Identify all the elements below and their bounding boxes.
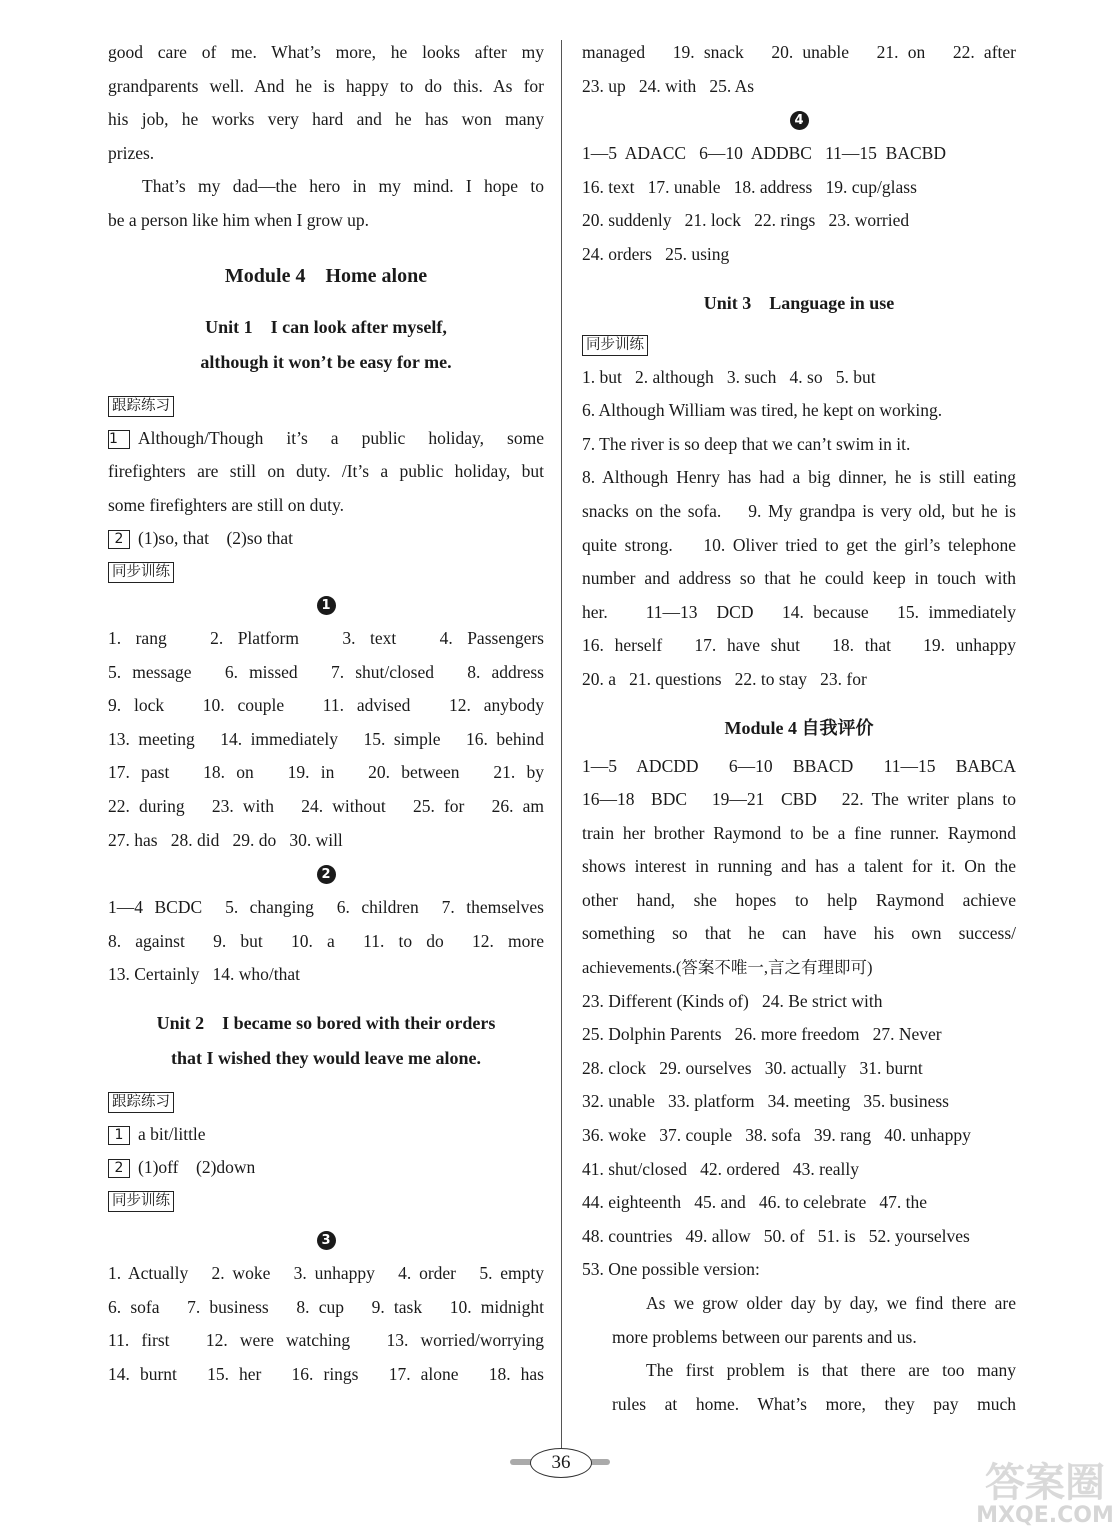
unit-title: Unit 1 I can look after myself, bbox=[205, 316, 447, 337]
answer-line: 41. shut/closed 42. ordered 43. really bbox=[582, 1158, 860, 1179]
answer-line: 9. lock 10. couple 11. advised 12. anybody bbox=[108, 695, 544, 716]
answer-line: 24. orders 25. using bbox=[582, 243, 730, 264]
answer-line: 27. has 28. did 29. do 30. will bbox=[108, 829, 343, 850]
unit-title: Unit 3 Language in use bbox=[703, 292, 895, 313]
answer-line: 17. past 18. on 19. in 20. between 21. by bbox=[108, 762, 544, 783]
answer-line: 20. suddenly 21. lock 22. rings 23. worried bbox=[582, 210, 910, 231]
answer-line: quite strong. 10. Oliver tried to get the girl’s telephone bbox=[582, 534, 1016, 555]
answer-line: 6. Although William was tired, he kept on working. bbox=[582, 400, 943, 421]
answer-line: 16—18 BDC 19—21 CBD 22. The writer plans to bbox=[582, 789, 1016, 810]
answer-line: snacks on the sofa. 9. My grandpa is very old, but he is bbox=[582, 500, 1016, 521]
section-marker: 3 bbox=[108, 1223, 544, 1257]
section-marker: 2 bbox=[108, 857, 544, 891]
answer-line: 8. against 9. but 10. a 11. to do 12. more bbox=[108, 930, 544, 951]
answer-line: 7. The river is so deep that we can’t swim in it. bbox=[582, 433, 911, 454]
answer-line: other hand, she hopes to help Raymond achieve bbox=[582, 889, 1016, 910]
answer-text: Although/Though it’s a public holiday, some bbox=[138, 427, 544, 448]
answer-line bbox=[108, 1151, 544, 1185]
answer-line: 1. rang 2. Platform 3. text 4. Passengers bbox=[108, 627, 544, 648]
answer-line: managed 19. snack 20. unable 21. on 22. after bbox=[582, 42, 1016, 62]
answer-line: 1. Actually 2. woke 3. unhappy 4. order 5. empty bbox=[108, 1263, 544, 1284]
column-divider bbox=[561, 40, 562, 1450]
answer-text: (1)so, that (2)so that bbox=[138, 528, 294, 549]
answer-line: her. 11—13 DCD 14. because 15. immediately bbox=[582, 601, 1016, 622]
essay-line: rules at home. What’s more, they pay much bbox=[612, 1393, 1016, 1414]
essay-line: The first problem is that there are too many bbox=[646, 1360, 1016, 1381]
answer-line: 1—4 BCDC 5. changing 6. children 7. themselves bbox=[108, 897, 544, 918]
answer-line: 25. Dolphin Parents 26. more freedom 27. Never bbox=[582, 1024, 942, 1045]
text-line: That’s my dad—the hero in my mind. I hope to bbox=[142, 176, 544, 197]
answer-text: (1)off (2)down bbox=[138, 1157, 256, 1178]
answer-line: 16. herself 17. have shut 18. that 19. unhappy bbox=[582, 635, 1016, 656]
page-number: 36 bbox=[530, 1448, 592, 1478]
answer-line: 22. during 23. with 24. without 25. for 26. am bbox=[108, 795, 544, 816]
section-tag: 同步训练 bbox=[108, 1191, 174, 1212]
answer-line: 6. sofa 7. business 8. cup 9. task 10. midnight bbox=[108, 1296, 544, 1317]
box-number: 1 bbox=[108, 430, 130, 449]
box-number: 1 bbox=[108, 1126, 130, 1145]
answer-line: shows interest in running and has a talent for it. On the bbox=[582, 856, 1016, 877]
answer-line: 36. woke 37. couple 38. sofa 39. rang 40. unhappy bbox=[582, 1125, 971, 1146]
right-column bbox=[582, 36, 1016, 1421]
answer-line: 23. up 24. with 25. As bbox=[582, 75, 755, 96]
answer-line: achievements.(答案不唯一,言之有理即可) bbox=[582, 958, 873, 978]
section-tag: 同步训练 bbox=[582, 335, 648, 356]
answer-line: 13. meeting 14. immediately 15. simple 16. behind bbox=[108, 728, 544, 749]
answer-line: 28. clock 29. ourselves 30. actually 31. burnt bbox=[582, 1057, 923, 1078]
answer-line: 44. eighteenth 45. and 46. to celebrate 47. the bbox=[582, 1192, 928, 1213]
watermark-logo bbox=[975, 1462, 1115, 1532]
section-marker: 4 bbox=[582, 103, 1016, 137]
unit-title: Module 4 自我评价 bbox=[724, 717, 874, 738]
answer-line: 48. countries 49. allow 50. of 51. is 52. yourselves bbox=[582, 1225, 970, 1246]
answer-line: something so that he can have his own success/ bbox=[582, 923, 1016, 944]
answer-line: 16. text 17. unable 18. address 19. cup/glass bbox=[582, 176, 917, 197]
answer-line: 5. message 6. missed 7. shut/closed 8. address bbox=[108, 661, 544, 682]
module-title: Module 4 Home alone bbox=[224, 264, 428, 287]
text-line: good care of me. What’s more, he looks after my bbox=[108, 42, 544, 62]
answer-line: 20. a 21. questions 22. to stay 23. for bbox=[582, 668, 867, 689]
watermark-text: 答案圈 bbox=[985, 1460, 1105, 1506]
answer-line: 13. Certainly 14. who/that bbox=[108, 964, 300, 985]
answer-line bbox=[108, 1118, 544, 1152]
watermark-text: MXQE.COM bbox=[976, 1503, 1114, 1528]
answer-line: 1—5 ADACC 6—10 ADDBC 11—15 BACBD bbox=[582, 143, 946, 164]
answer-line: firefighters are still on duty. /It’s a public holiday, but bbox=[108, 461, 544, 482]
section-tag: 跟踪练习 bbox=[108, 396, 174, 417]
answer-line: train her brother Raymond to be a fine runner. Raymond bbox=[582, 822, 1016, 843]
answer-line: number and address so that he could keep in touch with bbox=[582, 568, 1016, 589]
text-line: his job, he works very hard and he has won many bbox=[108, 109, 544, 130]
answer-line: 53. One possible version: bbox=[582, 1259, 760, 1280]
text-line: prizes. bbox=[108, 142, 155, 163]
answer-line bbox=[108, 522, 544, 556]
answer-text: a bit/little bbox=[138, 1123, 206, 1144]
answer-line: 14. burnt 15. her 16. rings 17. alone 18. has bbox=[108, 1363, 544, 1384]
answer-line: 1—5 ADCDD 6—10 BBACD 11—15 BABCA bbox=[582, 755, 1016, 776]
section-tag: 同步训练 bbox=[108, 562, 174, 583]
answer-line bbox=[108, 422, 544, 456]
answer-line: some firefighters are still on duty. bbox=[108, 494, 345, 515]
essay-line: As we grow older day by day, we find there are bbox=[646, 1293, 1016, 1313]
answer-line: 8. Although Henry has had a big dinner, he is still eating bbox=[582, 467, 1016, 488]
section-marker: 1 bbox=[108, 588, 544, 622]
text-line: be a person like him when I grow up. bbox=[108, 209, 369, 230]
left-column bbox=[108, 36, 544, 1391]
answer-line: 32. unable 33. platform 34. meeting 35. business bbox=[582, 1091, 949, 1112]
text-line: grandparents well. And he is happy to do this. As for bbox=[108, 75, 544, 96]
box-number: 2 bbox=[108, 530, 130, 549]
section-tag: 跟踪练习 bbox=[108, 1092, 174, 1113]
essay-line: more problems between our parents and us. bbox=[612, 1326, 917, 1347]
unit-title: Unit 2 I became so bored with their orders bbox=[156, 1012, 496, 1033]
page-number-badge bbox=[510, 1446, 610, 1478]
answer-line: 23. Different (Kinds of) 24. Be strict with bbox=[582, 990, 883, 1011]
box-number: 2 bbox=[108, 1159, 130, 1178]
answer-line: 1. but 2. although 3. such 4. so 5. but bbox=[582, 366, 876, 387]
answer-line: 11. first 12. were watching 13. worried/worrying bbox=[108, 1330, 544, 1351]
unit-title: although it won’t be easy for me. bbox=[200, 351, 452, 372]
unit-title: that I wished they would leave me alone. bbox=[171, 1047, 481, 1068]
